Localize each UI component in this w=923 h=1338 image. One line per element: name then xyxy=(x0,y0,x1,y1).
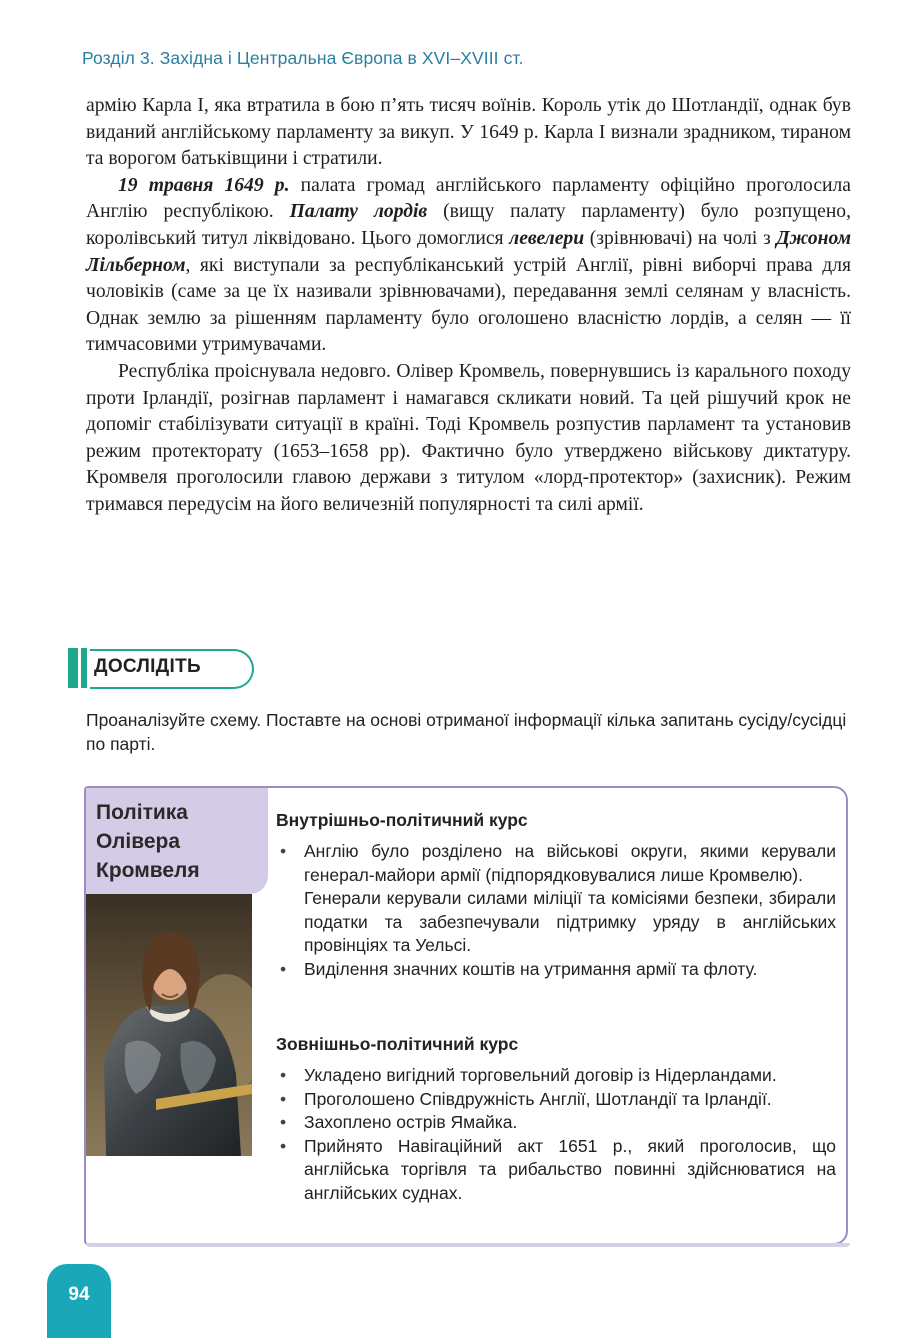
accent-bar xyxy=(81,648,87,688)
list-item xyxy=(276,840,836,958)
domestic-policy-list xyxy=(276,840,836,981)
term-levellers: левелери xyxy=(509,227,585,249)
domestic-policy-section xyxy=(276,800,836,981)
paragraph-1: армію Карла I, яка втратила в бою п’ять тисяч воїнів. Король утік до Шотландії, однак був виданий англійському парламенту за викуп. У 1649 р. Карла I визнали зрадником, тираном та ворогом батьківщини і стратили. xyxy=(86,95,851,170)
explore-task: Проаналізуйте схему. Поставте на основі отриманої інформації кілька запитань сусіду/сусідці по парті. xyxy=(86,710,847,754)
paragraph-3: Республіка проіснувала недовго. Олівер Кромвель, повернувшись із карального походу проти Ірландії, розігнав парламент і намагався скликати новий. Та цей рішучий крок не допоміг стабілізувати ситуації в країні. Тоді Кромвель розпустив парламент та установив режим протекторату (1653–1658 рр). Фактично було утверджено військову диктатуру. Кромвеля проголосили главою держави з титулом «лорд-протектор» (захисник). Режим тримався передусім на його величезній популярності та силі армії. xyxy=(86,360,851,515)
page-number-tab xyxy=(47,1264,111,1338)
scheme-title xyxy=(96,798,200,885)
list-item: • Проголошено Співдружність Англії, Шотландії та Ірландії. xyxy=(276,1088,836,1112)
accent-bar xyxy=(68,648,78,688)
date-emphasis: 19 травня 1649 р. xyxy=(118,174,290,196)
list-item-text: Англію було розділено на військові округи, якими керували генерал-майори армії (підпорядковувалися лише Кромвелю). xyxy=(304,841,836,885)
scheme-title-line: Олівера xyxy=(96,830,181,853)
scheme-title-line: Політика xyxy=(96,801,188,824)
list-item: • Укладено вигідний торговельний договір із Нідерландами. xyxy=(276,1064,836,1088)
list-item: • Виділення значних коштів на утримання армії та флоту. xyxy=(276,958,836,982)
foreign-policy-section xyxy=(276,1024,836,1205)
list-item: • Захоплено острів Ямайка. xyxy=(276,1111,836,1135)
scheme-title-panel xyxy=(86,788,268,894)
foreign-policy-list xyxy=(276,1064,836,1205)
running-header: Розділ 3. Західна і Центральна Європа в XVI–XVIII ст. xyxy=(82,48,524,68)
term-lilburne: Джоном Лільберном xyxy=(86,227,851,276)
page-number: 94 xyxy=(68,1284,90,1305)
domestic-policy-heading: Внутрішньо-політичний курс xyxy=(276,810,528,830)
foreign-policy-heading: Зовнішньо-політичний курс xyxy=(276,1034,519,1054)
list-item-continuation: Генерали керували силами міліції та комісіями безпеки, збирали податки та забезпечували підтримку уряду в англійських провінціях та Уельсі. xyxy=(304,888,836,955)
paragraph-2 xyxy=(86,173,851,359)
cromwell-portrait-image xyxy=(86,894,252,1156)
text-run: (вищу палату парламенту) було розпущено, королівський титул ліквідовано. Цього домоглися xyxy=(86,201,852,249)
explore-heading xyxy=(68,648,254,688)
main-text xyxy=(86,93,851,519)
list-item: • Прийнято Навігаційний акт 1651 р., який проголосив, що англійська торгівля та рибальство повинні здійснюватися на англійських суднах. xyxy=(276,1135,836,1206)
text-run: палата громад англійського парламенту офіційно проголосила Англію республікою. xyxy=(86,174,852,223)
scheme-title-line: Кромвеля xyxy=(96,859,200,882)
term-house-of-lords: Палату лордів xyxy=(289,201,428,223)
explore-label: ДОСЛІДІТЬ xyxy=(94,656,201,677)
text-run: , які виступали за республіканський устрій Англії, рівні виборчі права для чоловіків (саме за це їх називали зрівнювачами), передавання землі селянам у власність. Однак землю за рішенням парламенту було оголошено власністю лордів, а селян — її тимчасовими утримувачами. xyxy=(86,254,851,356)
scheme-box-shadow xyxy=(86,1243,850,1247)
text-run: (зрівнювачі) на чолі з xyxy=(584,227,777,249)
